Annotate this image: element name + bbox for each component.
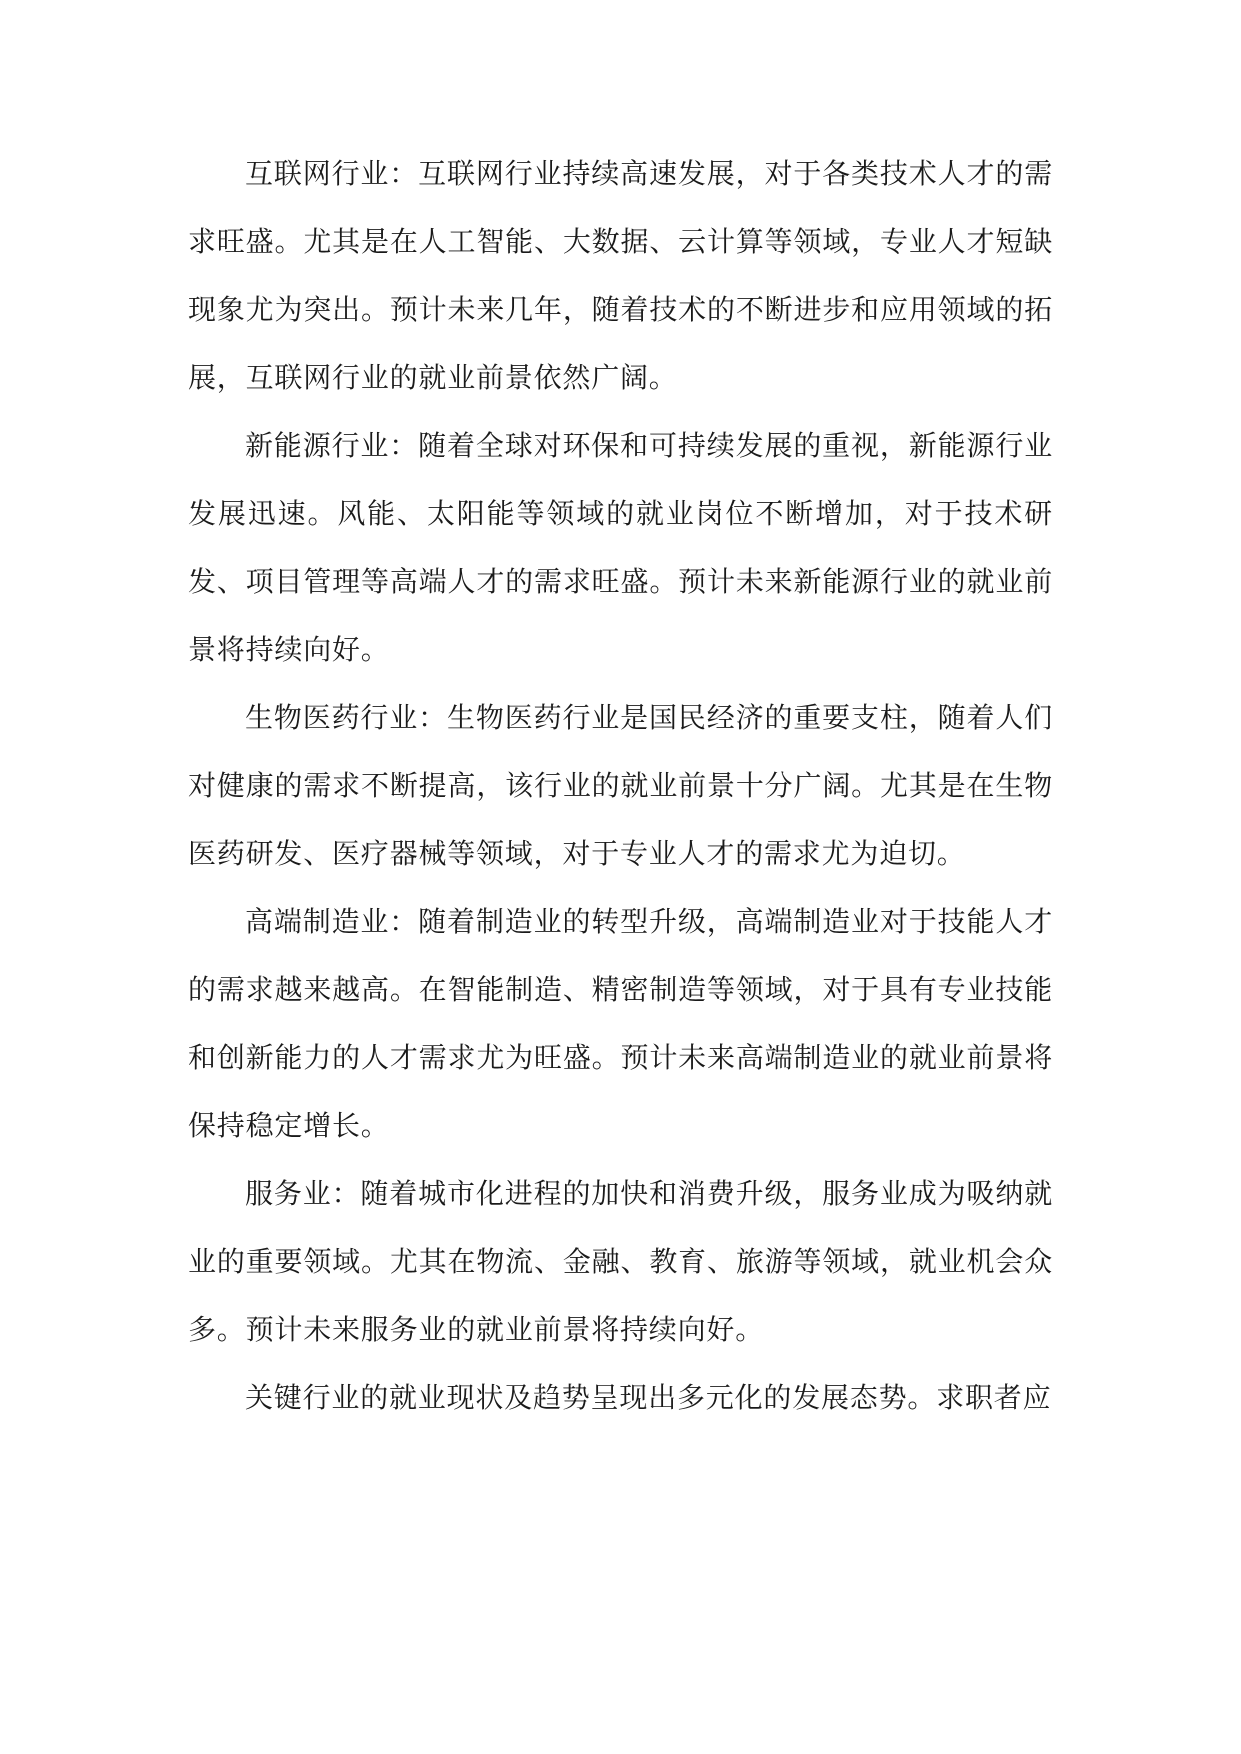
paragraph-key-industries-summary: 关键行业的就业现状及趋势呈现出多元化的发展态势。求职者应 (245, 1381, 1052, 1414)
paragraph-new-energy-industry: 新能源行业：随着全球对环保和可持续发展的重视，新能源行业发展迅速。风能、太阳能等领域的就业岗位不断增加，对于技术研发、项目管理等高端人才的需求旺盛。预计未来新能源行业的就业前景将持续向好。 (188, 429, 1053, 666)
paragraph-service-industry: 服务业：随着城市化进程的加快和消费升级，服务业成为吸纳就业的重要领域。尤其在物流、金融、教育、旅游等领域，就业机会众多。预计未来服务业的就业前景将持续向好。 (188, 1177, 1053, 1346)
document-body (188, 140, 1053, 1432)
paragraph-biomedicine-industry: 生物医药行业：生物医药行业是国民经济的重要支柱，随着人们对健康的需求不断提高，该行业的就业前景十分广阔。尤其是在生物医药研发、医疗器械等领域，对于专业人才的需求尤为迫切。 (188, 701, 1053, 870)
paragraph-high-end-manufacturing: 高端制造业：随着制造业的转型升级，高端制造业对于技能人才的需求越来越高。在智能制造、精密制造等领域，对于具有专业技能和创新能力的人才需求尤为旺盛。预计未来高端制造业的就业前景将保持稳定增长。 (188, 905, 1053, 1142)
paragraph-internet-industry: 互联网行业：互联网行业持续高速发展，对于各类技术人才的需求旺盛。尤其是在人工智能、大数据、云计算等领域，专业人才短缺现象尤为突出。预计未来几年，随着技术的不断进步和应用领域的拓展，互联网行业的就业前景依然广阔。 (188, 157, 1053, 394)
